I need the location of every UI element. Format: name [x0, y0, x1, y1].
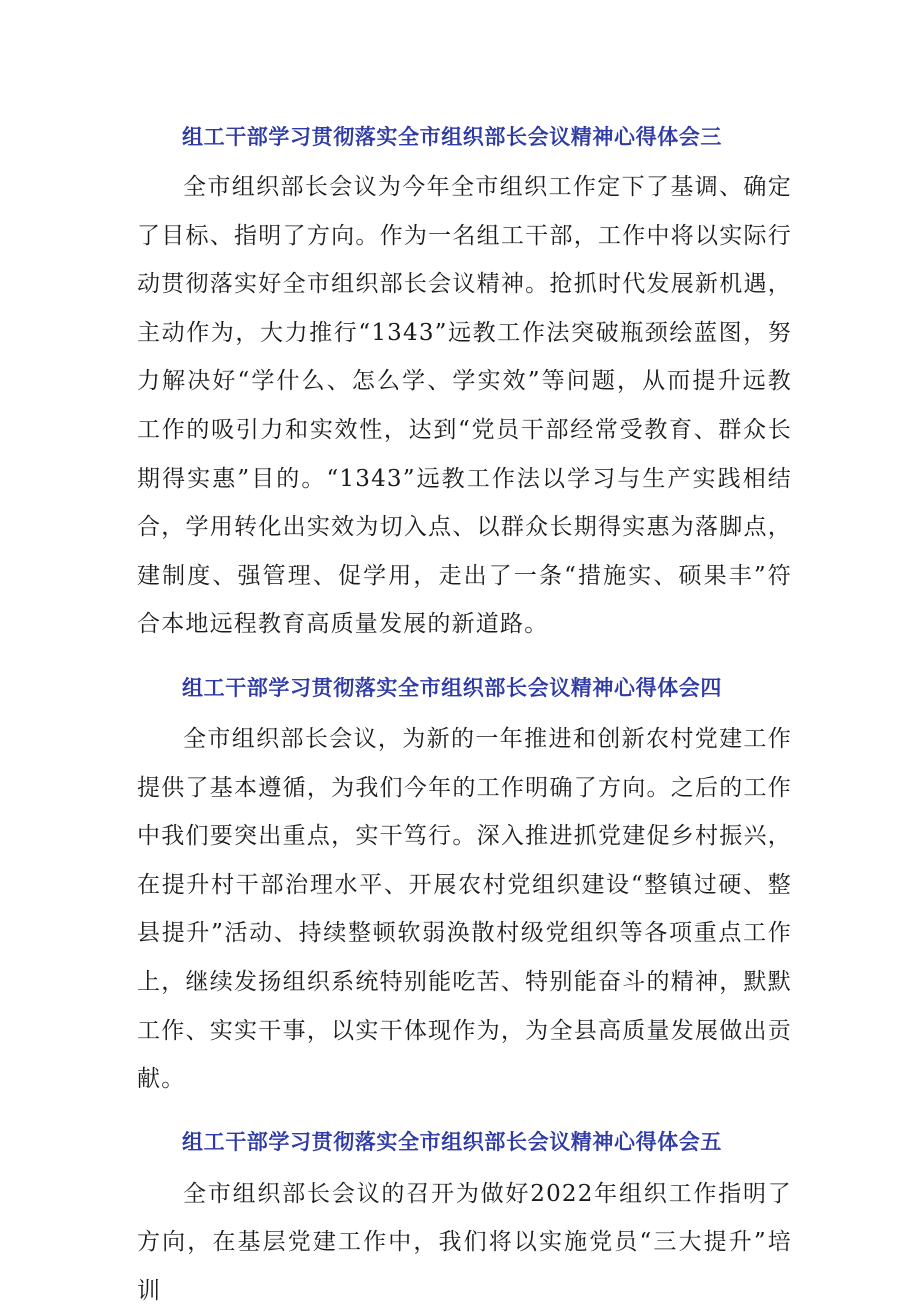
section-heading-4: 组工干部学习贯彻落实全市组织部长会议精神心得体会四 — [182, 674, 722, 700]
section-body-3: 全市组织部长会议为今年全市组织工作定下了基调、确定了目标、指明了方向。作为一名组工干部，工作中将以实际行动贯彻落实好全市组织部长会议精神。抢抓时代发展新机遇，主动作为，大力推行“1343”远教工作法突破瓶颈绘蓝图，努力解决好“学什么、怎么学、学实效”等问题，从而提升远教工作的吸引力和实效性，达到“党员干部经常受教育、群众长期得实惠”目的。“1343”远教工作法以学习与生产实践相结合，学用转化出实效为切入点、以群众长期得实惠为落脚点，建制度、强管理、促学用，走出了一条“措施实、硕果丰”符合本地远程教育高质量发展的新道路。 — [137, 174, 792, 638]
section-body-4: 全市组织部长会议，为新的一年推进和创新农村党建工作提供了基本遵循，为我们今年的工作明确了方向。之后的工作中我们要突出重点，实干笃行。深入推进抓党建促乡村振兴，在提升村干部治理水平、开展农村党组织建设“整镇过硬、整县提升”活动、持续整顿软弱涣散村级党组织等各项重点工作上，继续发扬组织系统特别能吃苦、特别能奋斗的精神，默默工作、实实干事，以实干体现作为，为全县高质量发展做出贡献。 — [137, 725, 792, 1093]
section-heading-5: 组工干部学习贯彻落实全市组织部长会议精神心得体会五 — [182, 1128, 722, 1154]
section-heading-3: 组工干部学习贯彻落实全市组织部长会议精神心得体会三 — [182, 124, 722, 149]
section-body-5: 全市组织部长会议的召开为做好2022年组织工作指明了方向，在基层党建工作中，我们将以实施党员“三大提升”培训 — [137, 1180, 792, 1304]
